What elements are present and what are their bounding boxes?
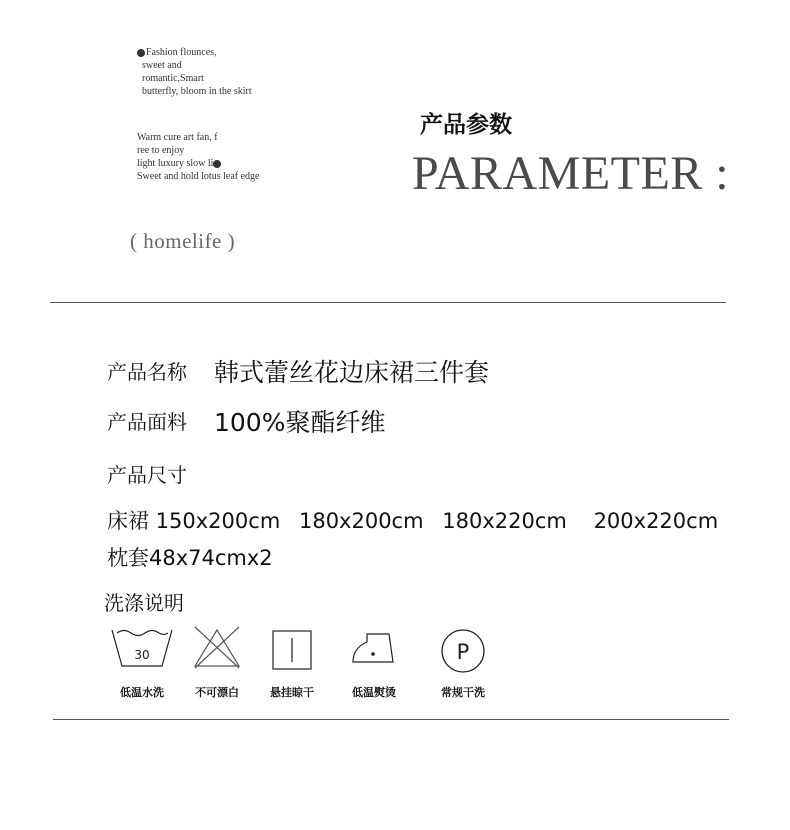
- hang-dry-icon: [270, 624, 314, 670]
- param-label: 产品名称: [107, 360, 187, 384]
- care-item: [252, 624, 332, 699]
- size-list: [107, 505, 730, 535]
- divider-bottom: [53, 719, 729, 720]
- poem-line: Warm cure art fan, f: [137, 132, 218, 143]
- bullet-dot-icon: [213, 160, 221, 168]
- care-caption: 低温水洗: [120, 686, 164, 699]
- care-item: [102, 624, 182, 699]
- care-caption: 低温熨烫: [352, 686, 396, 699]
- poem-line: light luxury slow li: [137, 157, 259, 170]
- param-row-name: [107, 356, 490, 387]
- poem-line: ree to enjoy: [137, 145, 185, 156]
- dry-clean-icon: [438, 624, 488, 674]
- wash-30-icon: [110, 624, 174, 670]
- poem-block-2: [137, 131, 259, 183]
- care-item: [177, 624, 257, 699]
- wash-title: 洗涤说明: [104, 591, 184, 615]
- param-label: 产品面料: [107, 410, 187, 434]
- svg-text:P: P: [456, 640, 470, 664]
- poem-line: sweet and: [142, 60, 182, 71]
- poem-line: Sweet and hold lotus leaf edge: [137, 171, 260, 182]
- care-caption: 常规干洗: [441, 686, 485, 699]
- pillow-size: 枕套48x74cmx2: [107, 546, 273, 570]
- no-bleach-icon: [191, 624, 243, 670]
- poem-line: Fashion flounces,: [137, 46, 252, 59]
- low-iron-icon: [349, 624, 399, 670]
- brand-name: ( homelife ): [130, 229, 236, 253]
- poem-line: romantic,Smart: [142, 73, 204, 84]
- size-item: 180x200cm: [298, 509, 424, 533]
- care-item: [334, 624, 414, 699]
- param-value: 100%聚酯纤维: [214, 408, 386, 437]
- size-item: 180x220cm: [442, 509, 567, 533]
- care-caption: 不可漂白: [195, 686, 239, 699]
- size-item: 200x220cm: [593, 509, 719, 533]
- size-item: 床裙 150x200cm: [107, 509, 281, 533]
- svg-text:30: 30: [134, 648, 150, 662]
- param-value: 韩式蕾丝花边床裙三件套: [214, 358, 490, 387]
- param-label-size: 产品尺寸: [107, 463, 187, 487]
- care-caption: 悬挂晾干: [270, 686, 314, 699]
- param-row-fabric: [107, 406, 386, 437]
- section-title-en: PARAMETER :: [412, 147, 730, 200]
- bullet-dot-icon: [137, 49, 145, 57]
- divider-top: [50, 302, 726, 303]
- section-title-cn: 产品参数: [420, 112, 512, 138]
- care-item: [423, 624, 503, 699]
- poem-line: butterfly, bloom in the skirt: [142, 86, 252, 97]
- poem-block-1: [137, 46, 252, 98]
